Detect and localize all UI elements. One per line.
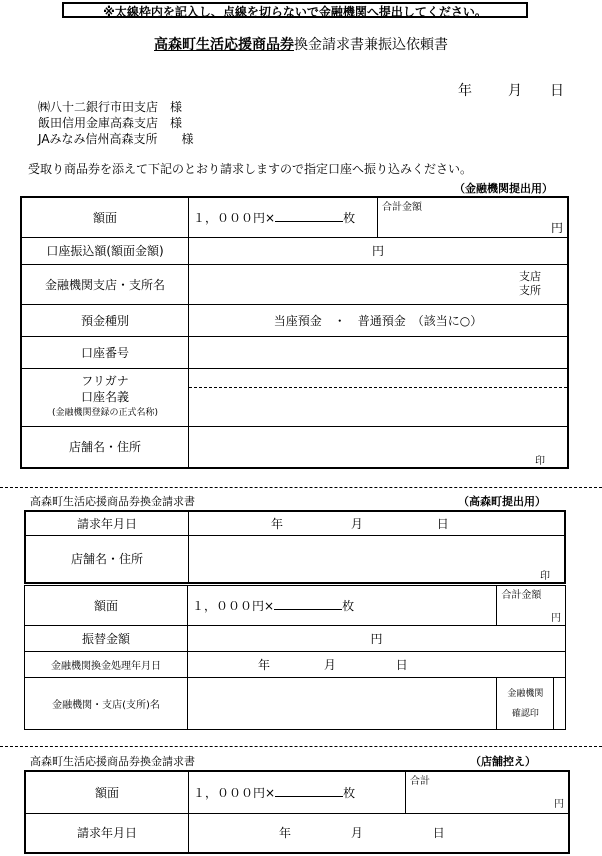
furigana-field[interactable]: [189, 369, 567, 388]
request-month-3: 月: [350, 826, 363, 841]
request-year-3: 年: [279, 826, 292, 841]
amount-label-3: 額面: [25, 771, 189, 813]
transfer-yen-2[interactable]: 円: [188, 626, 566, 652]
bank-addressee-2: 飯田信用金庫高森支店 様: [38, 116, 183, 130]
bank-branch-label: 金融機関・支店(支所)名: [25, 678, 188, 730]
request-date-field-3[interactable]: [189, 813, 570, 853]
process-date-label: 金融機関換金処理年月日: [25, 652, 188, 678]
amount-value-2: １，０００円×: [192, 599, 275, 613]
holder-note: (金融機関登録の正式名称): [51, 408, 159, 418]
process-month: 月: [323, 658, 336, 672]
total-yen-2: 円: [551, 613, 561, 624]
shop-label: 店舗名・住所: [21, 426, 189, 468]
holder-label-cell: [21, 368, 189, 426]
process-date-field[interactable]: [188, 652, 566, 678]
deposit-options[interactable]: 当座預金 ・ 普通預金 （該当に○）: [189, 304, 569, 336]
sheets-unit-3: 枚: [343, 785, 356, 800]
page-title: [0, 34, 602, 54]
section3-heading: 高森町生活応援商品券換金請求書: [30, 755, 195, 768]
cut-line-1: [0, 487, 602, 488]
amount-label-2: 額面: [25, 586, 188, 626]
title-underlined: 高森町生活応援商品券: [154, 37, 294, 53]
account-number-field[interactable]: [189, 336, 569, 368]
sheets-blank-2[interactable]: [274, 599, 342, 610]
cut-line-2: [0, 746, 602, 747]
total-yen: 円: [550, 221, 563, 235]
sheets-unit-2: 枚: [342, 599, 355, 613]
request-year: 年: [271, 516, 284, 531]
account-number-label: 口座番号: [21, 336, 189, 368]
request-day-3: 日: [432, 826, 445, 841]
holder-name-field[interactable]: [189, 388, 567, 426]
total-cell[interactable]: [378, 197, 569, 237]
sheets-unit: 枚: [343, 210, 356, 225]
confirm-label-line2: 確認印: [511, 708, 539, 719]
amount-cell-3[interactable]: [189, 771, 406, 813]
transfer-label: 口座振込額(額面金額): [21, 237, 189, 264]
date-month: 月: [508, 83, 522, 99]
bank-addressee-3: JAみなみ信州高森支所 様: [38, 132, 194, 146]
section1-tag: （金融機関提出用）: [454, 182, 553, 195]
amount-label: 額面: [21, 197, 189, 237]
section2-heading: 高森町生活応援商品券換金請求書: [30, 495, 195, 508]
holder-label: 口座名義: [80, 390, 129, 404]
intro-text: 受取り商品券を添えて下記のとおり請求しますので指定口座へ振り込みください。: [28, 162, 473, 176]
sheets-blank-3[interactable]: [275, 786, 343, 797]
confirm-label: [497, 678, 554, 730]
amount-value: １，０００円×: [193, 210, 276, 225]
section2-tag: （高森町提出用）: [458, 495, 546, 508]
confirm-label-line1: 金融機関: [507, 688, 544, 699]
bank-branch-field[interactable]: [188, 678, 497, 730]
total-yen-3: 円: [554, 799, 564, 810]
amount-value-3: １，０００円×: [193, 785, 276, 800]
transfer-label-2: 振替金額: [25, 626, 188, 652]
process-year: 年: [258, 658, 271, 672]
date-year: 年: [458, 83, 472, 99]
process-day: 日: [395, 658, 408, 672]
shop-field[interactable]: [189, 426, 569, 468]
amount-cell[interactable]: [189, 197, 378, 237]
sheets-blank[interactable]: [275, 211, 343, 222]
shop-field-2[interactable]: [189, 535, 566, 583]
amount-cell-2[interactable]: [188, 586, 497, 626]
bank-addressee-1: ㈱八十二銀行市田支店 様: [38, 100, 183, 114]
town-details-table: [24, 585, 566, 730]
confirm-seal-field[interactable]: [554, 678, 566, 730]
branch-label: 金融機関支店・支所名: [21, 264, 189, 304]
total-cell-3[interactable]: [406, 771, 570, 813]
branch-suffix: 支店: [519, 270, 541, 283]
request-date-field[interactable]: [189, 511, 566, 535]
office-suffix: 支所: [519, 284, 541, 297]
transfer-yen[interactable]: 円: [189, 237, 569, 264]
shop-label-2: 店舗名・住所: [25, 535, 189, 583]
total-label: 合計金額: [382, 202, 422, 213]
bank-submission-form: [20, 196, 569, 469]
holder-field[interactable]: [189, 368, 569, 426]
deposit-label: 預金種別: [21, 304, 189, 336]
total-cell-2[interactable]: [497, 586, 566, 626]
request-month: 月: [350, 516, 363, 531]
total-label-3: 合計: [410, 776, 430, 787]
request-day: 日: [436, 516, 449, 531]
seal-mark: 印: [535, 456, 545, 467]
town-request-box: [24, 510, 566, 584]
request-date-label-3: 請求年月日: [25, 813, 189, 853]
branch-cell[interactable]: [189, 264, 569, 304]
date-day: 日: [550, 83, 564, 99]
title-rest: 換金請求書兼振込依頼書: [294, 37, 448, 53]
request-date-label: 請求年月日: [25, 511, 189, 535]
seal-mark-2: 印: [540, 571, 550, 582]
section3-tag: （店舗控え）: [470, 755, 536, 768]
notice-banner: ※太線枠内を記入し、点線を切らないで金融機関へ提出してください。: [62, 2, 528, 18]
furigana-label: フリガナ: [81, 374, 129, 388]
shop-copy-box: [24, 770, 570, 854]
total-label-2: 合計金額: [501, 590, 542, 601]
